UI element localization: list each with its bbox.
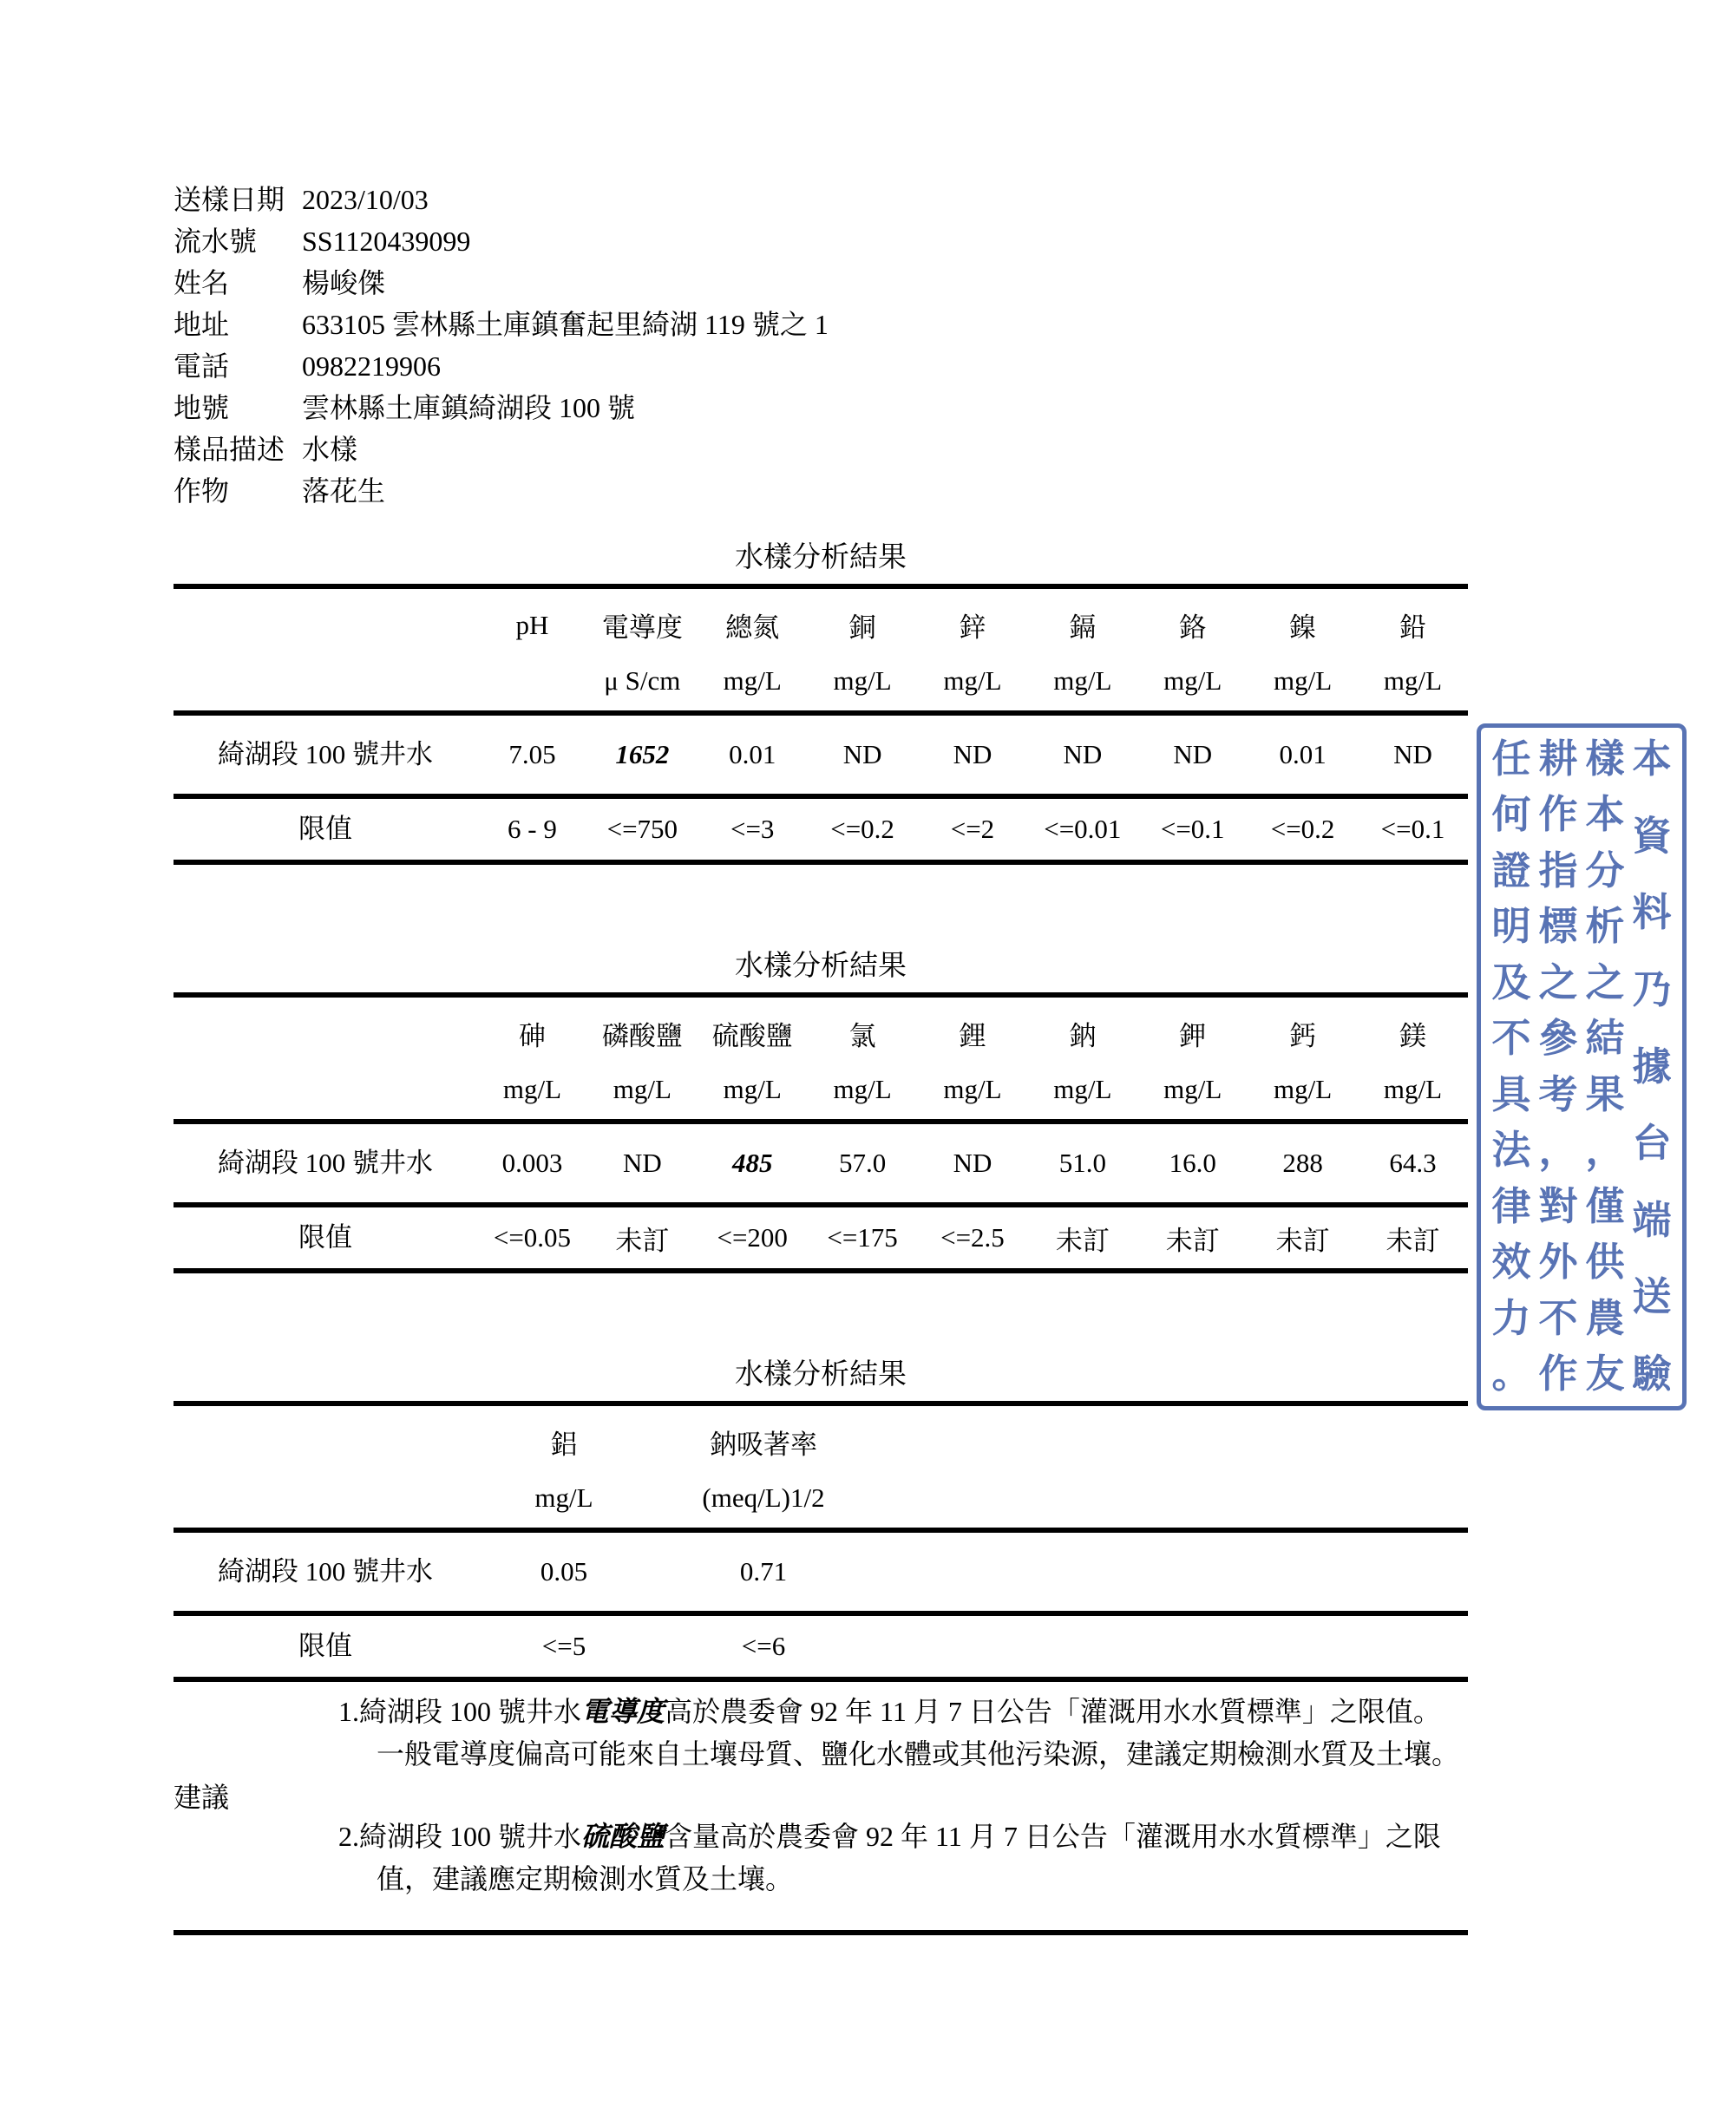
unit-cell: mg/L [1027, 651, 1137, 713]
limit-cell: <=6 [741, 1631, 786, 1661]
corner-cell [174, 1404, 477, 1468]
value-cell: 0.003 [477, 1122, 587, 1205]
unit-cell: mg/L [1027, 1059, 1137, 1122]
info-field-value: 落花生 [302, 475, 386, 507]
stamp-column [1535, 737, 1582, 1396]
stamp-character: 結 [1585, 1017, 1625, 1061]
limit-cell: <=175 [827, 1222, 898, 1253]
suggestion-text: 高於農委會 92 年 11 月 7 日公告「灌溉用水水質標準」之限值。一般電導度偏高可能來自土壤母質、鹽化水體或其他污染源，建議定期檢測水質及土壤。 [377, 1696, 1460, 1770]
stamp-character: 乃 [1632, 967, 1672, 1011]
emphasized-term: 硫酸鹽 [581, 1821, 665, 1852]
unit-cell: mg/L [1358, 651, 1468, 713]
value-cell: 0.01 [698, 713, 808, 796]
filler-cell [876, 1468, 1468, 1530]
column-header: 氯 [848, 1021, 876, 1051]
unit-cell: μ S/cm [587, 651, 698, 713]
info-row [174, 387, 1468, 429]
filler-cell [876, 1530, 1468, 1613]
column-header: 鎂 [1399, 1021, 1426, 1051]
value-cell: ND [587, 1122, 698, 1205]
unit-cell: (meq/L)1/2 [651, 1468, 876, 1530]
info-field-label: 流水號 [174, 226, 258, 257]
value-cell: ND [1358, 713, 1468, 796]
limit-cell: <=0.01 [1044, 814, 1122, 844]
limit-label-cell: 限值 [298, 814, 352, 844]
stamp-character: 之 [1585, 960, 1625, 1004]
column-header: 磷酸鹽 [601, 1021, 683, 1051]
filler-cell [876, 1613, 1468, 1679]
sample-label-cell: 綺湖段 100 號井水 [174, 713, 477, 796]
sample-label-cell: 綺湖段 100 號井水 [174, 1530, 477, 1613]
info-field-label: 地址 [174, 309, 230, 340]
column-header: 電導度 [601, 612, 683, 643]
value-cell: ND [918, 713, 1028, 796]
value-cell [587, 713, 698, 796]
info-row [174, 470, 1468, 512]
stamp-character: 耕 [1538, 737, 1578, 781]
stamp-column [1488, 737, 1535, 1396]
limit-cell: <=3 [730, 814, 775, 844]
unit-cell: mg/L [1137, 651, 1248, 713]
unit-cell: mg/L [918, 651, 1028, 713]
corner-cell [174, 1468, 477, 1530]
limit-cell: <=2.5 [940, 1222, 1005, 1253]
stamp-character: 外 [1538, 1240, 1578, 1285]
sample-label-cell: 綺湖段 100 號井水 [174, 1122, 477, 1205]
stamp-character: 料 [1632, 891, 1672, 935]
column-header: 鈣 [1289, 1021, 1317, 1051]
emphasized-value: 485 [731, 1148, 773, 1178]
stamp-character: 據 [1632, 1044, 1672, 1089]
analysis-table [174, 992, 1468, 1273]
analysis-table [174, 584, 1468, 865]
suggestions-section [174, 1682, 1468, 1935]
column-header: 鉻 [1179, 612, 1207, 643]
analysis-tables [174, 534, 1468, 1682]
limit-cell: <=200 [717, 1222, 788, 1253]
unit-cell: mg/L [808, 1059, 918, 1122]
sample-info-block [174, 179, 1468, 512]
stamp-character: 本 [1632, 737, 1672, 781]
info-field-label: 樣品描述 [174, 434, 285, 465]
stamp-character: 力 [1491, 1296, 1531, 1340]
value-cell: ND [1137, 713, 1248, 796]
column-header: 砷 [518, 1021, 546, 1051]
table-title: 水樣分析結果 [735, 951, 907, 982]
stamp-character: 供 [1585, 1240, 1625, 1285]
corner-cell [174, 651, 477, 713]
value-cell: 51.0 [1027, 1122, 1137, 1205]
suggestion-text: 含量高於農委會 92 年 11 月 7 日公告「灌溉用水水質標準」之限值，建議應定期檢測水質及土壤。 [377, 1821, 1441, 1894]
limit-cell: 未訂 [615, 1225, 670, 1256]
limit-cell: <=750 [606, 814, 678, 844]
corner-cell [174, 995, 477, 1059]
info-field-value: 633105 雲林縣土庫鎮奮起里綺湖 119 號之 1 [302, 309, 829, 340]
stamp-character: 資 [1632, 814, 1672, 858]
limit-cell: 未訂 [1275, 1225, 1330, 1256]
limit-cell: 未訂 [1165, 1225, 1220, 1256]
info-row [174, 429, 1468, 470]
value-cell: 7.05 [477, 713, 587, 796]
unit-cell: mg/L [1358, 1059, 1468, 1122]
stamp-character: 友 [1585, 1351, 1625, 1396]
unit-cell: mg/L [477, 1468, 651, 1530]
suggestions-list [338, 1691, 1468, 1901]
analysis-table-block [174, 1351, 1468, 1682]
stamp-character: 不 [1538, 1296, 1578, 1340]
unit-cell: mg/L [477, 1059, 587, 1122]
value-cell: 57.0 [808, 1122, 918, 1205]
info-field-label: 姓名 [174, 267, 230, 298]
stamp-column [1582, 737, 1628, 1396]
stamp-character: 分 [1585, 848, 1625, 893]
info-field-label: 地號 [174, 392, 230, 423]
stamp-character: 何 [1491, 793, 1531, 837]
info-field-value: 2023/10/03 [302, 184, 429, 215]
limit-cell: <=0.2 [1270, 814, 1335, 844]
stamp-character: 具 [1491, 1072, 1531, 1116]
info-row [174, 220, 1468, 262]
stamp-character: 不 [1491, 1017, 1531, 1061]
stamp-character: 作 [1538, 793, 1578, 837]
stamp-character: 證 [1491, 848, 1531, 893]
value-cell: 0.01 [1248, 713, 1358, 796]
column-header: pH [515, 609, 549, 640]
limit-cell: 未訂 [1386, 1225, 1440, 1256]
suggestion-item [338, 1816, 1468, 1901]
stamp-character: 驗 [1632, 1352, 1672, 1396]
info-field-label: 作物 [174, 475, 230, 507]
stamp-character: 參 [1538, 1017, 1578, 1061]
unit-cell [477, 651, 587, 713]
stamp-character: 明 [1491, 905, 1531, 949]
suggestions-label [174, 1691, 338, 1901]
limit-cell: 未訂 [1055, 1225, 1110, 1256]
limit-label-cell: 限值 [298, 1222, 352, 1253]
stamp-column [1628, 737, 1675, 1396]
unit-cell: mg/L [1248, 651, 1358, 713]
corner-cell [174, 586, 477, 651]
emphasized-term: 電導度 [581, 1696, 665, 1727]
emphasized-value: 1652 [615, 739, 670, 769]
column-header: 鉀 [1179, 1021, 1207, 1051]
value-cell: 0.05 [477, 1530, 651, 1613]
column-header: 銅 [848, 612, 876, 643]
stamp-character: ， [1585, 1129, 1625, 1173]
column-header: 硫酸鹽 [711, 1021, 793, 1051]
info-field-value: 0982219906 [302, 350, 441, 382]
info-field-value: 雲林縣土庫鎮綺湖段 100 號 [302, 392, 636, 423]
disclaimer-stamp [1477, 723, 1687, 1410]
suggestion-text: 2.綺湖段 100 號井水 [338, 1821, 582, 1852]
info-row [174, 179, 1468, 220]
stamp-character: 任 [1491, 737, 1531, 781]
column-header: 鋰 [959, 1021, 986, 1051]
stamp-character: 律 [1491, 1184, 1531, 1228]
limit-cell: <=0.2 [830, 814, 894, 844]
report-content [174, 179, 1468, 1935]
stamp-character: 送 [1632, 1275, 1672, 1319]
value-cell [698, 1122, 808, 1205]
unit-cell: mg/L [698, 1059, 808, 1122]
info-field-value: SS1120439099 [302, 226, 471, 257]
limit-cell: <=0.1 [1160, 814, 1225, 844]
stamp-character: 果 [1585, 1072, 1625, 1116]
value-cell: 64.3 [1358, 1122, 1468, 1205]
info-row [174, 262, 1468, 304]
info-field-value: 楊峻傑 [302, 267, 386, 298]
value-cell: 288 [1248, 1122, 1358, 1205]
column-header: 鈉吸著率 [710, 1430, 817, 1460]
limit-label-cell: 限值 [298, 1631, 352, 1661]
limit-cell: <=5 [541, 1631, 586, 1661]
stamp-character: ， [1538, 1129, 1578, 1173]
column-header: 鋁 [550, 1430, 578, 1460]
stamp-character: 對 [1538, 1184, 1578, 1228]
column-header: 鎘 [1069, 612, 1097, 643]
corner-cell [174, 1059, 477, 1122]
stamp-character: 考 [1538, 1072, 1578, 1116]
unit-cell: mg/L [918, 1059, 1028, 1122]
value-cell: 16.0 [1137, 1122, 1248, 1205]
limit-cell: <=2 [950, 814, 995, 844]
limit-cell: <=0.1 [1380, 814, 1445, 844]
stamp-character: 台 [1632, 1122, 1672, 1166]
stamp-character: 效 [1491, 1240, 1531, 1285]
stamp-character: 析 [1585, 905, 1625, 949]
stamp-character: 本 [1585, 793, 1625, 837]
suggestion-item [338, 1691, 1468, 1776]
value-cell: 0.71 [651, 1530, 876, 1613]
stamp-character: 僅 [1585, 1184, 1625, 1228]
filler-cell [876, 1404, 1468, 1468]
analysis-table-block [174, 943, 1468, 1273]
stamp-character: 。 [1491, 1351, 1531, 1396]
suggestion-text: 1.綺湖段 100 號井水 [338, 1696, 582, 1727]
unit-cell: mg/L [698, 651, 808, 713]
stamp-character: 作 [1538, 1351, 1578, 1396]
unit-cell: mg/L [1248, 1059, 1358, 1122]
value-cell: ND [918, 1122, 1028, 1205]
column-header: 總氮 [725, 612, 780, 643]
info-row [174, 345, 1468, 387]
unit-cell: mg/L [1137, 1059, 1248, 1122]
value-cell: ND [1027, 713, 1137, 796]
info-field-value: 水樣 [302, 434, 358, 465]
unit-cell: mg/L [587, 1059, 698, 1122]
info-row [174, 304, 1468, 345]
stamp-character: 農 [1585, 1296, 1625, 1340]
column-header: 鈉 [1069, 1021, 1097, 1051]
stamp-character: 指 [1538, 848, 1578, 893]
limit-cell: <=0.05 [493, 1222, 572, 1253]
stamp-character: 法 [1491, 1129, 1531, 1173]
stamp-character: 標 [1538, 905, 1578, 949]
limit-cell: 6 - 9 [508, 814, 557, 844]
stamp-character: 及 [1491, 960, 1531, 1004]
analysis-table-block [174, 534, 1468, 865]
column-header: 鉛 [1399, 612, 1426, 643]
table-title: 水樣分析結果 [735, 1359, 907, 1390]
stamp-character: 樣 [1585, 737, 1625, 781]
column-header: 鎳 [1289, 612, 1317, 643]
info-field-label: 電話 [174, 350, 230, 382]
analysis-table [174, 1401, 1468, 1682]
value-cell: ND [808, 713, 918, 796]
unit-cell: mg/L [808, 651, 918, 713]
info-field-label: 送樣日期 [174, 184, 285, 215]
table-title: 水樣分析結果 [735, 542, 907, 573]
suggestions-label-text: 建議 [174, 1782, 230, 1813]
stamp-character: 端 [1632, 1198, 1672, 1242]
stamp-character: 之 [1538, 960, 1578, 1004]
column-header: 鋅 [959, 612, 986, 643]
